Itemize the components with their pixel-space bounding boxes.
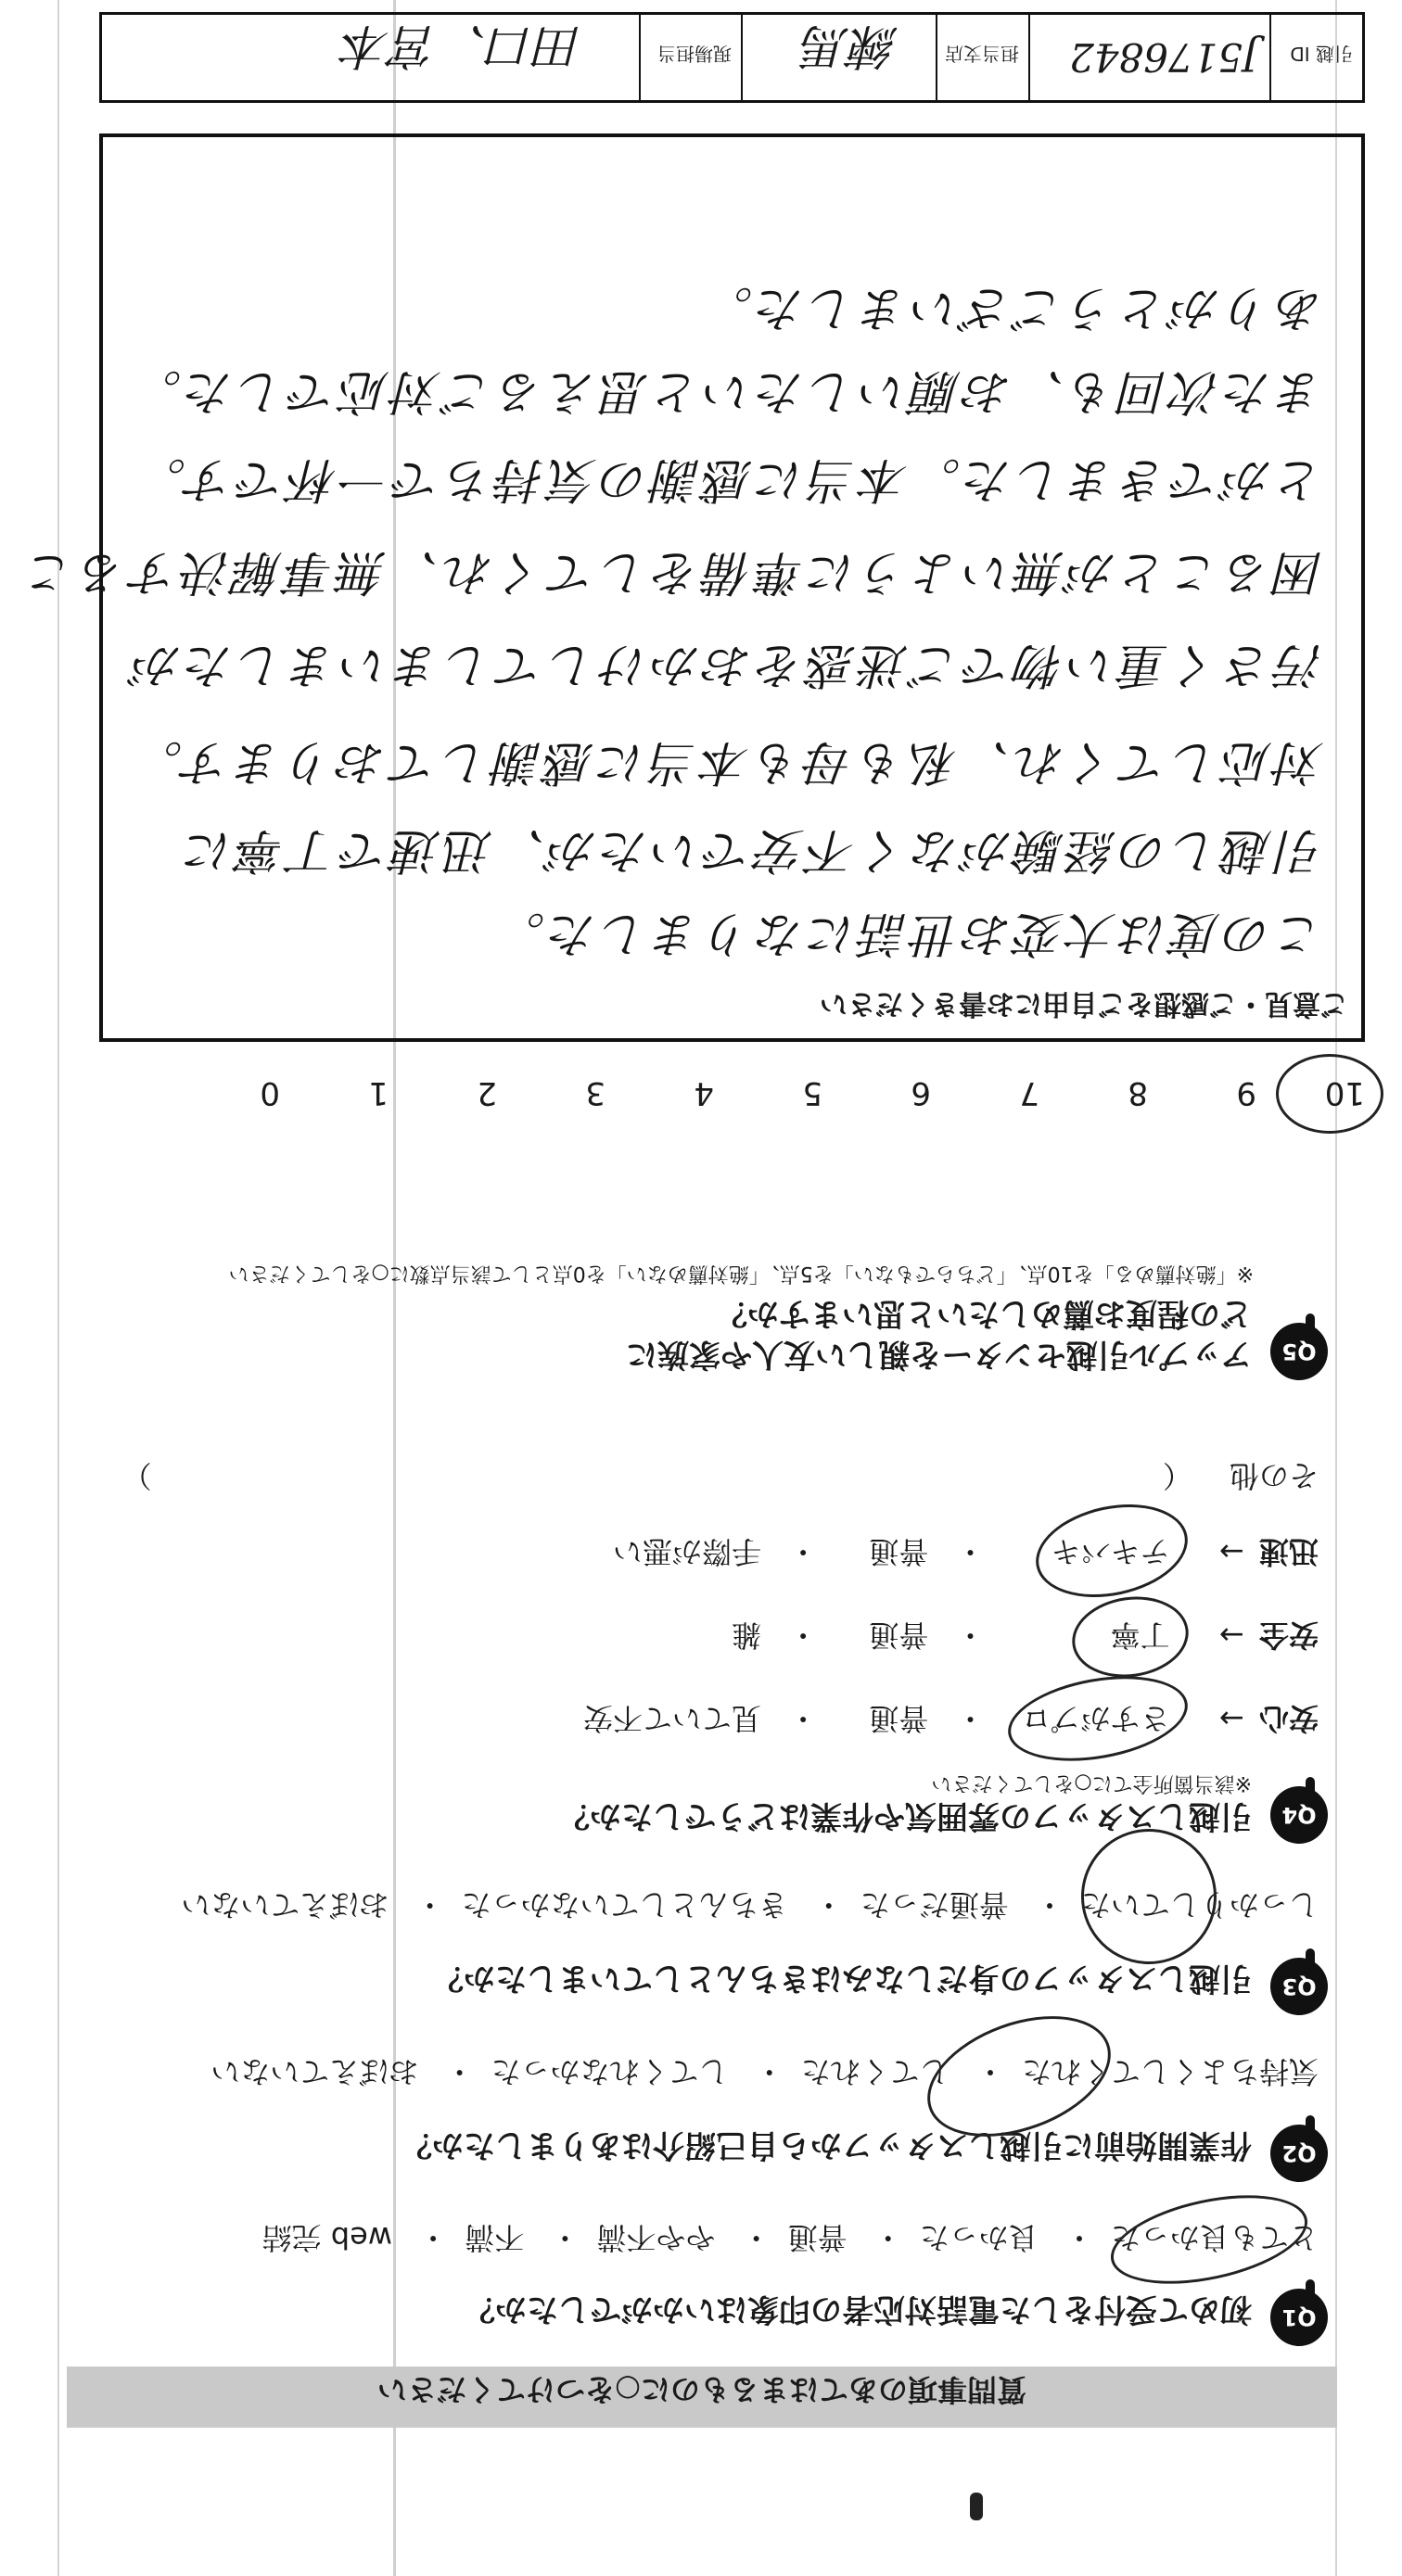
q5-badge: Q5 (1270, 1323, 1328, 1380)
q4-row-3-option-2[interactable]: 普通 (869, 1534, 929, 1569)
leader-value: 田口、宮本 (341, 18, 583, 73)
score-9[interactable]: 9 (1236, 1074, 1256, 1111)
q3-option-normal[interactable]: 普通だった (860, 1887, 1009, 1922)
comment-box (22, 133, 1365, 1042)
arrow-right-icon: → (1219, 1534, 1244, 1569)
q1-option-normal[interactable]: 普通 (787, 2220, 848, 2255)
q4-row-2-selection-circle (1067, 1590, 1194, 1685)
q4-note: ※該当箇所全てに○をしてください (931, 1771, 1252, 1795)
footer-table (99, 12, 1365, 103)
q1-badge: Q1 (1270, 2289, 1328, 2346)
q4-row-3-label: 迅速 (1258, 1534, 1319, 1569)
score-8[interactable]: 8 (1128, 1074, 1148, 1111)
q2-badge: Q2 (1270, 2125, 1328, 2182)
q1-options: とても良かった・ 良かった・ 普通・ やや不満・ 不満・ web 完結 (262, 2218, 1319, 2261)
q4-row-1-option-2[interactable]: 普通 (869, 1701, 929, 1736)
comment-line: この度は大変お世話になりました。 (492, 906, 1324, 961)
q4-row-safety: 安全 → 丁寧 ・ 普通 ・ 雑 (732, 1616, 1319, 1658)
id-label: 引越 ID (1290, 43, 1353, 65)
q5-score-scale (172, 1074, 1365, 1111)
q1-option-somewhat-dissatisfied[interactable]: やや不満 (596, 2220, 716, 2255)
punch-mark (970, 2493, 983, 2520)
q1-selection-circle (1102, 2179, 1315, 2299)
q4-row-1-option-1[interactable]: さすがプロ (1021, 1701, 1170, 1736)
q1-option-very-good[interactable]: とても良かった (1110, 2220, 1319, 2255)
id-label-cell (1269, 15, 1362, 100)
question-5 (48, 1223, 1328, 1380)
score-5[interactable]: 5 (802, 1074, 822, 1111)
question-3 (48, 1867, 1328, 2015)
branch-label-cell (936, 15, 1028, 100)
comment-line: 対応してくれ、私も母も本当に感謝しております。 (131, 734, 1324, 790)
q4-other-label: その他 (1229, 1458, 1319, 1493)
q1-option-web[interactable]: web 完結 (261, 2220, 392, 2255)
q4-row-2-label: 安全 (1258, 1618, 1319, 1653)
score-2[interactable]: 2 (477, 1074, 497, 1111)
q4-row-2-option-3[interactable]: 雑 (731, 1618, 761, 1653)
q5-title-line-1: アップル引越センターを親しい友人や家族に (626, 1336, 1252, 1373)
branch-label: 担当支店 (945, 43, 1019, 65)
q2-options: 気持ちよくしてくれた・ してくれた・ してくれなかった・ おぼえていない (210, 2052, 1319, 2095)
comment-line: 引越しの経験がなく不安でいたが、迅速で丁寧に (181, 822, 1324, 878)
question-4 (48, 1445, 1328, 1844)
q2-option-did[interactable]: してくれた (800, 2054, 950, 2089)
q1-option-dissatisfied[interactable]: 不満 (465, 2220, 525, 2255)
q2-option-dont-remember[interactable]: おぼえていない (210, 2054, 419, 2089)
q4-row-2-option-2[interactable]: 普通 (869, 1618, 929, 1653)
q1-option-good[interactable]: 良かった (919, 2220, 1039, 2255)
score-10[interactable]: 10 (1324, 1074, 1365, 1111)
branch-value: 練馬 (801, 18, 899, 73)
q4-title: 引越しスタッフの雰囲気や作業はどうでしたか？ (558, 1797, 1252, 1834)
score-1[interactable]: 1 (368, 1074, 389, 1111)
score-0[interactable]: 0 (260, 1074, 280, 1111)
q3-option-neat[interactable]: しっかりしていた (1080, 1887, 1319, 1922)
q1-title: 初めて受付をした電話対応者の印象はいかがでしたか？ (464, 2290, 1252, 2328)
q4-other: その他 （ ） (122, 1456, 1319, 1499)
arrow-right-icon: → (1219, 1701, 1244, 1736)
comment-line: とができました。本当に感謝の気持ちで一杯です。 (134, 451, 1324, 507)
arrow-right-icon: → (1219, 1618, 1244, 1653)
q3-options: しっかりしていた・ 普通だった・ きちんとしていなかった・ おぼえていない (181, 1885, 1319, 1928)
q4-row-speed: 迅速 → テキパキ ・ 普通 ・ 手際が悪い (613, 1532, 1319, 1575)
q4-row-1-label: 安心 (1258, 1701, 1319, 1736)
q2-title: 作業開始前に引越しスタッフから自己紹介はありましたか？ (401, 2126, 1252, 2164)
instruction-band (67, 2367, 1337, 2428)
q5-title-line-2: どの程度お薦めしたいと思いますか？ (716, 1295, 1252, 1332)
q4-badge: Q4 (1270, 1786, 1328, 1844)
q4-row-safety-feeling: 安心 → さすがプロ ・ 普通 ・ 見ていて不安 (583, 1699, 1319, 1742)
q3-option-not-neat[interactable]: きちんとしていなかった (461, 1887, 788, 1922)
q4-row-1-selection-circle (1001, 1664, 1194, 1774)
comment-line: ありがとうございました。 (700, 280, 1324, 336)
question-2 (48, 2034, 1328, 2182)
leader-label-cell (639, 15, 741, 100)
instruction-text: 質問事項のあてはまるものに○をつけてください (377, 2372, 1026, 2407)
leader-value-cell (102, 15, 639, 100)
q3-badge: Q3 (1270, 1958, 1328, 2015)
q4-row-3-option-1[interactable]: テキパキ (1051, 1534, 1170, 1569)
q4-row-1-option-3[interactable]: 見ていて不安 (582, 1701, 761, 1736)
q5-selection-circle (1276, 1054, 1383, 1134)
leader-label: 現場担当 (657, 43, 732, 65)
comment-heading: ご意見・ご感想をご自由にお書きください (820, 987, 1348, 1020)
q4-row-2-option-1[interactable]: 丁寧 (1110, 1618, 1170, 1653)
score-4[interactable]: 4 (694, 1074, 714, 1111)
q5-note: ※「絶対薦める」を10点、「どちらでもない」を5点、「絶対薦めない」を0点として該当点数に○をしてください (228, 1262, 1254, 1285)
q4-row-3-option-3[interactable]: 手際が悪い (612, 1534, 761, 1569)
comment-line: また次回も、お願いしたいと思えるご対応でした。 (129, 363, 1324, 419)
id-value-cell (1028, 15, 1269, 100)
id-value: J5176842 (1069, 34, 1258, 80)
score-7[interactable]: 7 (1019, 1074, 1039, 1111)
q3-title: 引越しスタッフの身だしなみはきちんとしていましたか？ (432, 1960, 1252, 1997)
q2-option-pleasantly[interactable]: 気持ちよくしてくれた (1021, 2054, 1319, 2089)
score-6[interactable]: 6 (911, 1074, 931, 1111)
branch-value-cell (741, 15, 936, 100)
comment-line: 汚さく重い物でご迷惑をおかけしてしまいましたが (129, 637, 1324, 692)
question-1 (48, 2198, 1328, 2346)
q4-row-3-selection-circle (1027, 1491, 1196, 1610)
comment-line: 困ることが無いように準備をしてくれ、無事解決するこ (22, 544, 1324, 600)
q3-option-dont-remember[interactable]: おぼえていない (181, 1887, 389, 1922)
score-3[interactable]: 3 (585, 1074, 605, 1111)
q2-option-did-not[interactable]: してくれなかった (491, 2054, 729, 2089)
